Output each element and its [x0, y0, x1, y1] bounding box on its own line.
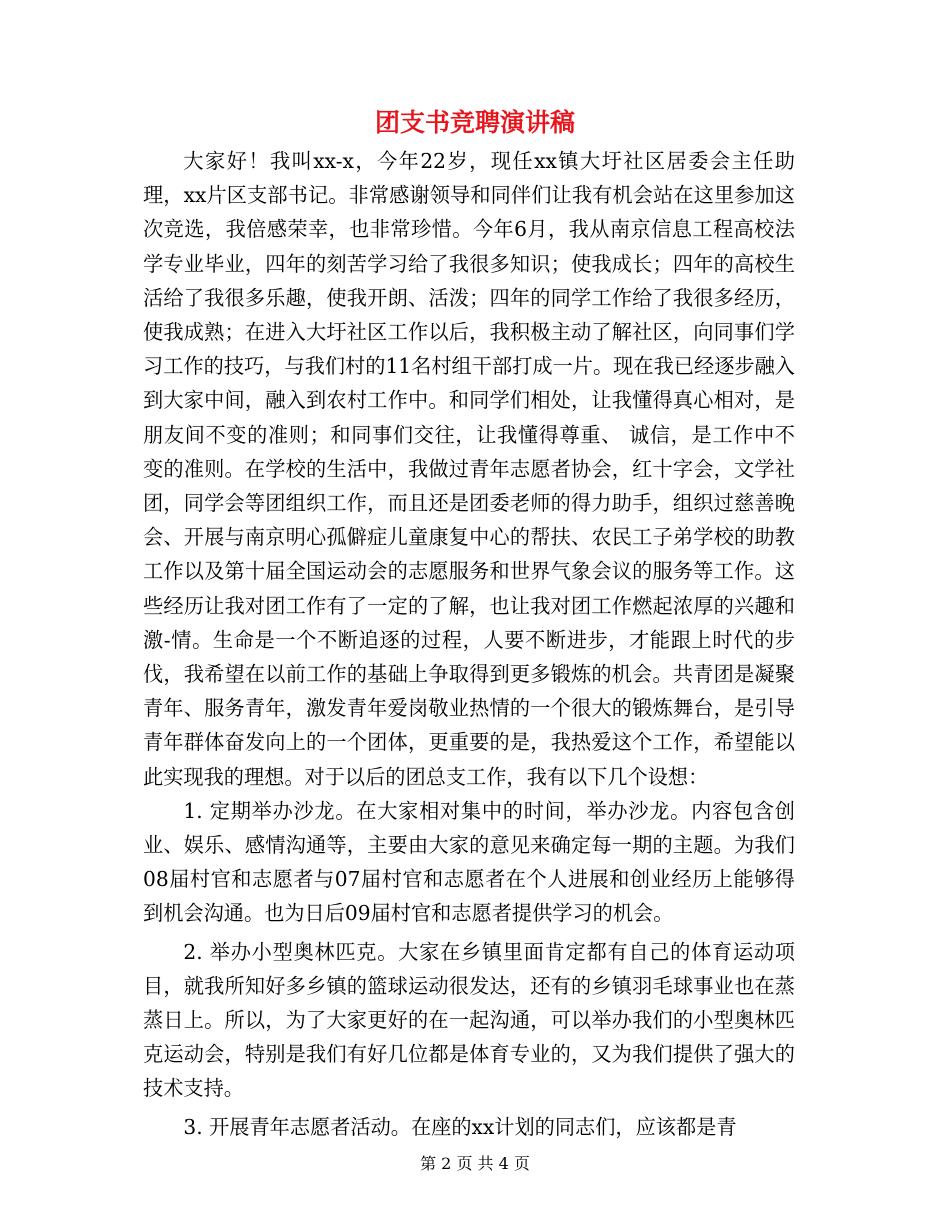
document-title: 团支书竞聘演讲稿: [374, 108, 575, 137]
document-body: [143, 144, 795, 1144]
paragraph-item-3: 3. 开展青年志愿者活动。在座的xx计划的同志们，应该都是青: [183, 1114, 737, 1139]
page-footer: 第 2 页 共 4 页: [420, 1154, 530, 1173]
paragraph-item-2: 2. 举办小型奥林匹克。大家在乡镇里面肯定都有自己的体育运动项目，就我所知好多乡镇的篮球运动很发达，还有的乡镇羽毛球事业也在蒸蒸日上。所以，为了大家更好的在一起沟通，可以举办我们的小型奥林匹克运动会，特别是我们有好几位都是体育专业的，又为我们提供了强大的技术支持。: [143, 939, 795, 1101]
paragraph-intro: 大家好！我叫xx-x，今年22岁，现任xx镇大圩社区居委会主任助理，xx片区支部书记。非常感谢领导和同伴们让我有机会站在这里参加这次竞选，我倍感荣幸，也非常珍惜。今年6月，我从南京信息工程高校法学专业毕业，四年的刻苦学习给了我很多知识；使我成长；四年的高校生活给了我很多乐趣，使我开朗、活泼；四年的同学工作给了我很多经历，使我成熟；在进入大圩社区工作以后，我积极主动了解社区，向同事们学习工作的技巧，与我们村的11名村组干部打成一片。现在我已经逐步融入到大家中间，融入到农村工作中。和同学们相处，让我懂得真心相对，是朋友间不变的准则；和同事们交往，让我懂得尊重、 诚信，是工作中不变的准则。在学校的生活中，我做过青年志愿者协会，红十字会，文学社团，同学会等团组织工作，而且还是团委老师的得力助手，组织过慈善晚会、开展与南京明心孤僻症儿童康复中心的帮扶、农民工子弟学校的助教工作以及第十届全国运动会的志愿服务和世界气象会议的服务等工作。这些经历让我对团工作有了一定的了解，也让我对团工作燃起浓厚的兴趣和激-情。生命是一个不断追逐的过程，人要不断进步，才能跟上时代的步伐，我希望在以前工作的基础上争取得到更多锻炼的机会。共青团是凝聚青年、服务青年，激发青年爱岗敬业热情的一个很大的锻炼舞台，是引导青年群体奋发向上的一个团体，更重要的是，我热爱这个工作，希望能以此实现我的理想。对于以后的团总支工作，我有以下几个设想：: [143, 149, 795, 789]
paragraph-item-1: 1. 定期举办沙龙。在大家相对集中的时间，举办沙龙。内容包含创业、娱乐、感情沟通等，主要由大家的意见来确定每一期的主题。为我们08届村官和志愿者与07届村官和志愿者在个人进展和创业经历上能够得到机会沟通。也为日后09届村官和志愿者提供学习的机会。: [143, 798, 795, 926]
